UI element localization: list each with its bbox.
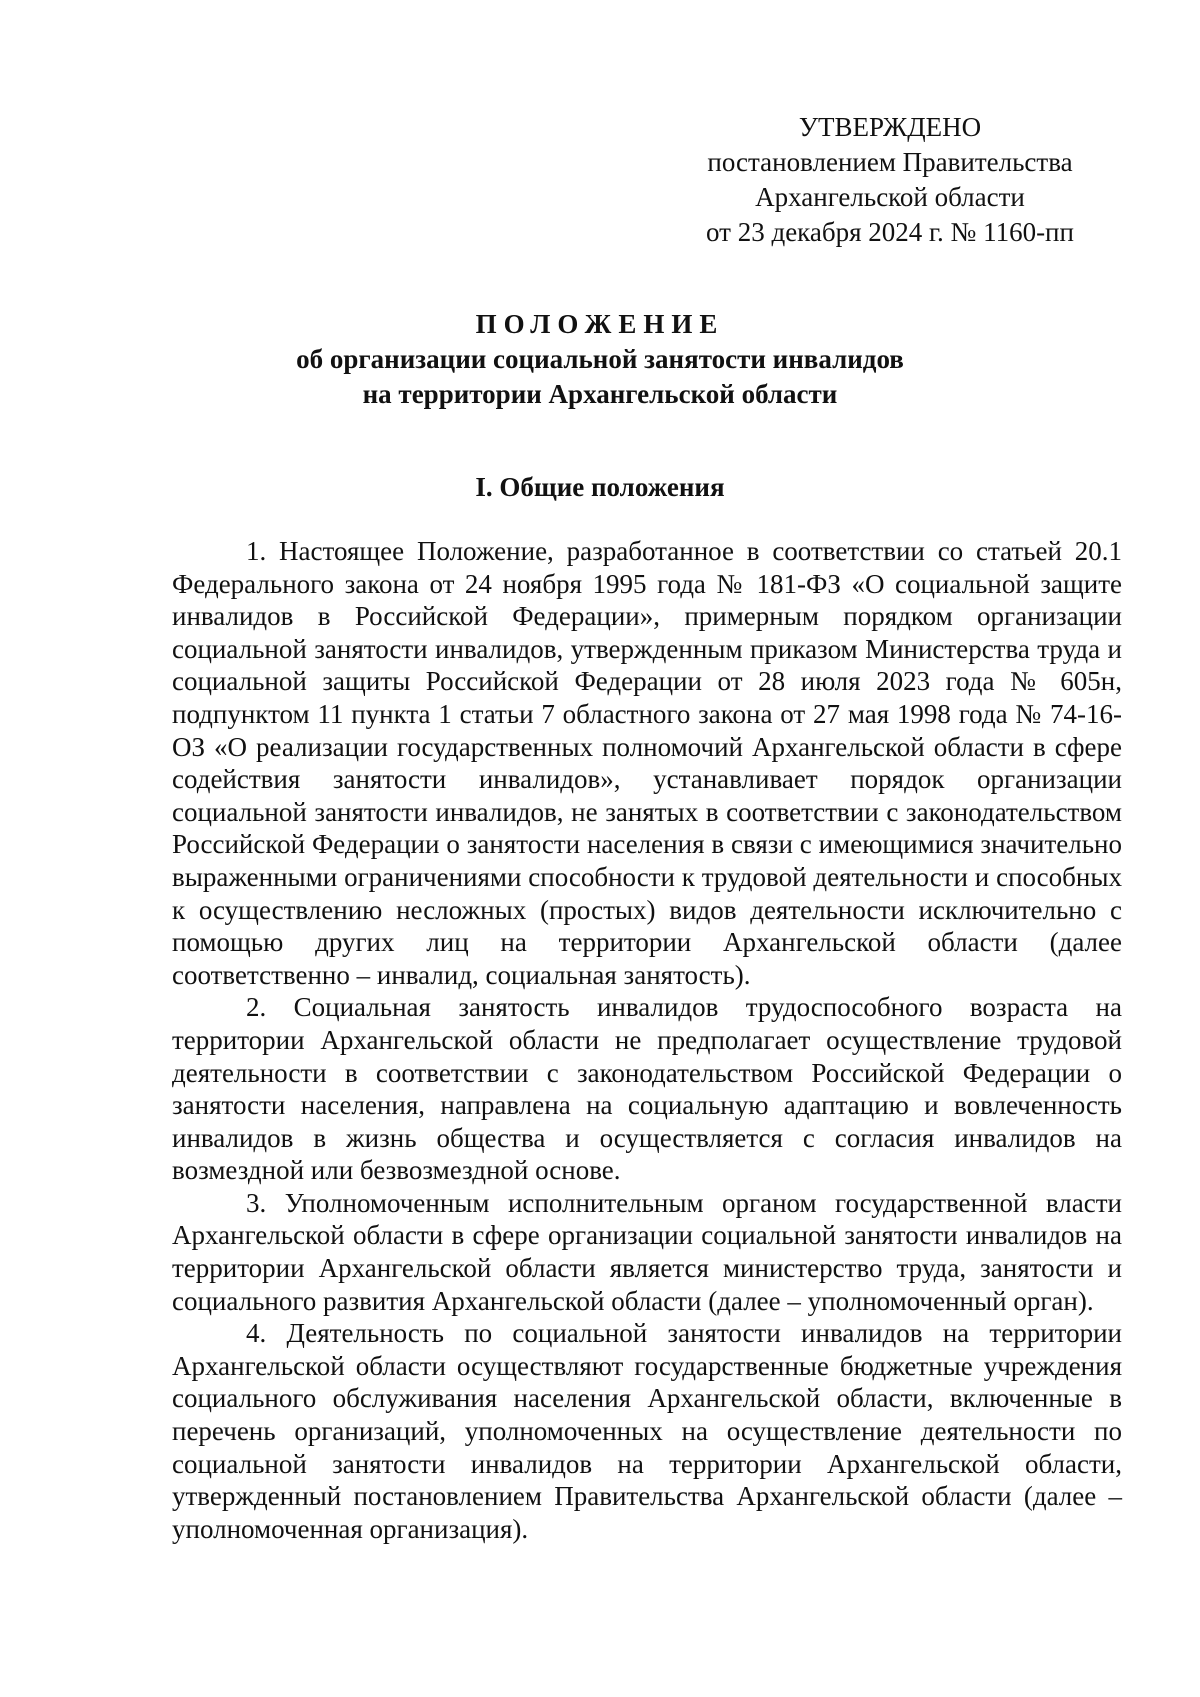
approval-authority: постановлением Правительства [707, 147, 1073, 177]
paragraph-4: 4. Деятельность по социальной занятости инвалидов на территории Архангельской области осуществляют государственные бюджетные учреждения социального обслуживания населения Архангельской области, включенные в перечень организаций, уполномоченных на осуществление деятельности по социальной занятости инвалидов на территории Архангельской области, утвержденный постановлением Правительства Архангельской области (далее – уполномоченная организация). [172, 1318, 1122, 1544]
approval-region: Архангельской области [755, 182, 1025, 212]
approval-stamp [690, 110, 1090, 250]
document-subtitle-line-1: об организации социальной занятости инвалидов [296, 344, 904, 374]
document-subtitle-line-2: на территории Архангельской области [362, 379, 838, 409]
paragraph-3: 3. Уполномоченным исполнительным органом государственной власти Архангельской области в сфере организации социальной занятости инвалидов на территории Архангельской области является министерство труда, занятости и социального развития Архангельской области (далее – уполномоченный орган). [172, 1187, 1122, 1316]
paragraph-1: 1. Настоящее Положение, разработанное в соответствии со статьей 20.1 Федерального закона от 24 ноября 1995 года № 181-ФЗ «О социальной защите инвалидов в Российской Федерации», примерным порядком организации социальной занятости инвалидов, утвержденным приказом Министерства труда и социальной защиты Российской Федерации от 28 июля 2023 года № 605н, подпунктом 11 пункта 1 статьи 7 областного закона от 27 мая 1998 года № 74-16-ОЗ «О реализации государственных полномочий Архангельской области в сфере содействия занятости инвалидов», устанавливает порядок организации социальной занятости инвалидов, не занятых в соответствии с законодательством Российской Федерации о занятости населения в связи с имеющимися значительно выраженными ограничениями способности к трудовой деятельности и способных к осуществлению несложных (простых) видов деятельности исключительно с помощью других лиц на территории Архангельской области (далее соответственно – инвалид, социальная занятость). [172, 536, 1122, 990]
paragraph-2: 2. Социальная занятость инвалидов трудоспособного возраста на территории Архангельской области не предполагает осуществление трудовой деятельности в соответствии с законодательством Российской Федерации о занятости населения, направлена на социальную адаптацию и вовлеченность инвалидов в жизнь общества и осуществляется с согласия инвалидов на возмездной или безвозмездной основе. [172, 992, 1122, 1186]
document-title-block [150, 307, 1050, 412]
approval-label: УТВЕРЖДЕНО [798, 112, 982, 142]
approval-date-number: от 23 декабря 2024 г. № 1160-пп [706, 217, 1074, 247]
section-heading: I. Общие положения [475, 472, 725, 502]
document-title: ПОЛОЖЕНИЕ [475, 309, 725, 339]
document-body [172, 535, 1122, 1545]
